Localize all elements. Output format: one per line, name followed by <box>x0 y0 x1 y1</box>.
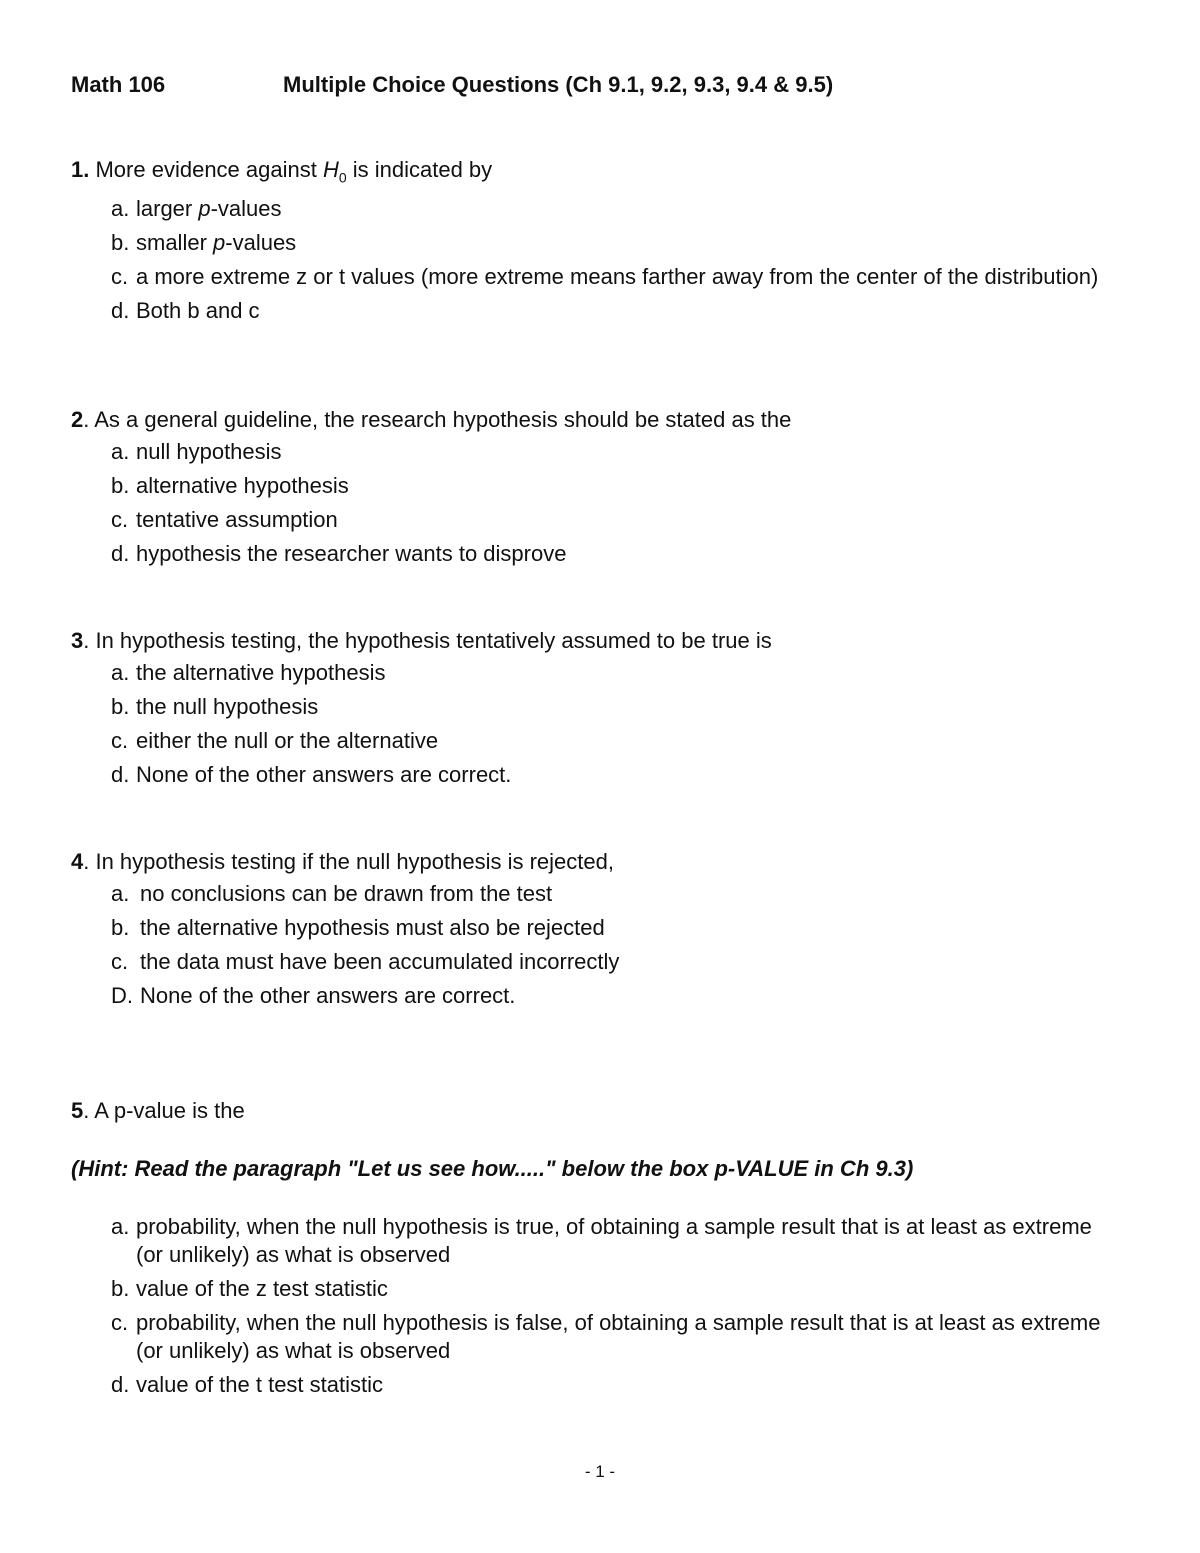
page-title: Multiple Choice Questions (Ch 9.1, 9.2, 9.3, 9.4 & 9.5) <box>283 72 834 97</box>
option-letter: c. <box>111 264 129 290</box>
option-letter: c. <box>111 1310 129 1335</box>
question-text: . As a general guideline, the research hypothesis should be stated as the <box>83 407 792 432</box>
question-1 <box>71 156 1111 331</box>
option-text: Both b and c <box>136 298 260 324</box>
option-text-post: -values <box>210 196 282 222</box>
option-letter: d. <box>111 762 130 787</box>
options-list <box>111 1213 1111 1399</box>
option-letter: D. <box>111 983 133 1008</box>
option-letter: d. <box>111 298 130 324</box>
option-letter: b. <box>111 1276 130 1301</box>
option-letter: a. <box>111 660 130 685</box>
option-a <box>111 659 1111 687</box>
option-text: the data must have been accumulated incorrectly <box>140 949 620 974</box>
option-d <box>111 761 1111 789</box>
options-list <box>111 880 1111 1010</box>
option-letter: b. <box>111 915 130 940</box>
option-d <box>111 297 1111 325</box>
variable-p: p <box>198 196 211 222</box>
option-letter: a. <box>111 439 130 464</box>
question-text: . A p-value is the <box>83 1098 245 1123</box>
option-letter: a. <box>111 1214 130 1239</box>
question-text: More evidence against <box>95 157 323 182</box>
question-5 <box>71 1097 1111 1405</box>
hint-text: (Hint: Read the paragraph "Let us see how....." below the box p-VALUE in Ch 9.3) <box>71 1156 914 1181</box>
question-text: . In hypothesis testing if the null hypothesis is rejected, <box>83 849 614 874</box>
option-text-pre: smaller <box>136 230 214 256</box>
option-text: alternative hypothesis <box>136 473 349 498</box>
question-2 <box>71 406 1111 574</box>
option-b <box>111 693 1111 721</box>
option-text: value of the z test statistic <box>136 1276 388 1301</box>
option-text: hypothesis the researcher wants to disprove <box>136 541 567 566</box>
option-letter: b. <box>111 694 130 719</box>
option-text: None of the other answers are correct. <box>140 983 516 1008</box>
option-b <box>111 1275 1111 1303</box>
question-number: 3 <box>71 628 84 653</box>
question-4 <box>71 848 1111 1016</box>
option-b <box>111 914 1111 942</box>
options-list <box>111 195 1111 325</box>
option-d <box>111 1371 1111 1399</box>
option-text: value of the t test statistic <box>136 1372 384 1397</box>
page-number: - 1 - <box>584 1462 616 1481</box>
variable-p: p <box>213 230 226 256</box>
question-number: 4 <box>71 849 84 874</box>
option-c <box>111 506 1111 534</box>
option-text: probability, when the null hypothesis is false, of obtaining a sample result that is at least as extreme (or unlikely) as what is observed <box>136 1310 1101 1363</box>
question-2-stem <box>71 406 1111 434</box>
option-text <box>136 195 1111 223</box>
question-number: 2 <box>71 407 84 432</box>
options-list <box>111 659 1111 789</box>
question-5-stem <box>71 1097 1111 1125</box>
option-b <box>111 472 1111 500</box>
option-text <box>136 229 1111 257</box>
variable-subscript: 0 <box>338 169 347 186</box>
question-3-stem <box>71 627 1111 655</box>
option-a <box>111 1213 1111 1269</box>
option-text: probability, when the null hypothesis is true, of obtaining a sample result that is at least as extreme (or unlikely) as what is observed <box>136 1214 1092 1267</box>
option-letter: c. <box>111 949 129 974</box>
option-a <box>111 880 1111 908</box>
option-letter: b. <box>111 230 130 256</box>
option-letter: c. <box>111 728 129 753</box>
option-letter: d. <box>111 1372 130 1397</box>
option-text: the alternative hypothesis <box>136 660 386 685</box>
question-1-stem <box>71 156 1111 191</box>
options-list <box>111 438 1111 568</box>
option-text-pre: larger <box>136 196 199 222</box>
option-b <box>111 229 1111 257</box>
option-text: the null hypothesis <box>136 694 319 719</box>
option-text: no conclusions can be drawn from the test <box>140 881 553 906</box>
question-text: . In hypothesis testing, the hypothesis tentatively assumed to be true is <box>83 628 772 653</box>
option-text: tentative assumption <box>136 507 338 532</box>
option-text: null hypothesis <box>136 439 282 464</box>
option-letter: a. <box>111 881 130 906</box>
question-3 <box>71 627 1111 795</box>
option-text: a more extreme z or t values (more extreme means farther away from the center of the distribution) <box>136 264 1099 290</box>
course-name: Math 106 <box>71 72 166 97</box>
option-letter: d. <box>111 541 130 566</box>
option-a <box>111 195 1111 223</box>
question-number: 5 <box>71 1098 84 1123</box>
question-number: 1. <box>71 157 90 182</box>
option-d <box>111 982 1111 1010</box>
option-a <box>111 438 1111 466</box>
option-c <box>111 948 1111 976</box>
question-4-stem <box>71 848 1111 876</box>
option-text-post: -values <box>225 230 297 256</box>
option-d <box>111 540 1111 568</box>
option-letter: c. <box>111 507 129 532</box>
option-text: either the null or the alternative <box>136 728 439 753</box>
option-c <box>111 1309 1111 1365</box>
question-text-end: is indicated by <box>346 157 493 182</box>
option-c <box>111 727 1111 755</box>
option-letter: a. <box>111 196 130 222</box>
option-text: the alternative hypothesis must also be rejected <box>140 915 605 940</box>
option-letter: b. <box>111 473 130 498</box>
variable-h: H <box>322 157 339 182</box>
option-text: None of the other answers are correct. <box>136 762 512 787</box>
option-c <box>111 263 1111 291</box>
